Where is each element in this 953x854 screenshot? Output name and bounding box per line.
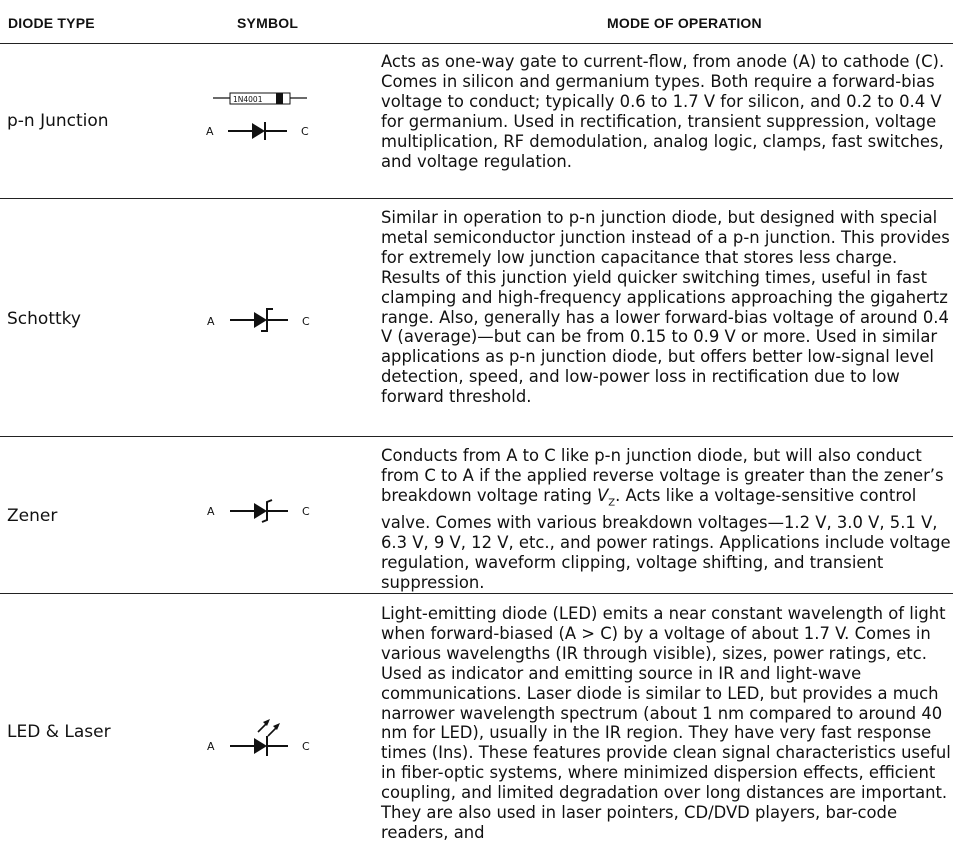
svg-text:A: A xyxy=(206,125,214,138)
table-row-pn-junction xyxy=(0,44,953,199)
svg-text:C: C xyxy=(302,505,310,518)
diode-type-label: LED & Laser xyxy=(7,722,111,742)
table-row-zener xyxy=(0,437,953,594)
zener-symbol xyxy=(190,497,340,527)
diode-type-label: Zener xyxy=(7,506,58,526)
light-emission-arrows-icon xyxy=(258,719,280,736)
diode-type-label: p-n Junction xyxy=(7,111,109,131)
led-laser-symbol xyxy=(190,714,340,758)
header-diode-type: DIODE TYPE xyxy=(8,15,95,31)
diode-type-label: Schottky xyxy=(7,309,81,329)
zener-diode-icon xyxy=(190,497,340,527)
header-mode-of-operation: MODE OF OPERATION xyxy=(607,15,762,31)
table-header xyxy=(0,0,953,44)
diode-package-icon xyxy=(213,93,307,104)
schottky-symbol xyxy=(190,304,340,334)
svg-text:A: A xyxy=(207,740,215,753)
table-row-schottky xyxy=(0,199,953,437)
header-symbol: SYMBOL xyxy=(237,15,299,31)
mode-description: Conducts from A to C like p-n junction diode, but will also conduct from C to A if the applied reverse voltage is greater than the zener’s breakdown voltage rating $V_Z$. Acts like a voltage-sensitive control valve. Comes with various breakdown voltages—1.2 V, 3.0 V, 5.1 V, 6.3 V, 9 V, 12 V, etc., and power ratings. Applications include voltage regulation, waveform clipping, voltage shifting, and transient suppression. xyxy=(381,446,951,592)
svg-text:A: A xyxy=(207,315,215,328)
svg-text:C: C xyxy=(302,740,310,753)
part-number-label: 1N4001 xyxy=(233,95,263,104)
table-row-led-laser xyxy=(0,594,953,854)
svg-text:C: C xyxy=(301,125,309,138)
vz-subscript: Z xyxy=(608,497,616,509)
mode-description: Light-emitting diode (LED) emits a near constant wavelength of light when forward-biased (A > C) by a voltage of about 1.7 V. Comes in various wavelengths (IR through visible), sizes, power ratings, etc. Used as indicator and emitting source in IR and light-wave communications. Laser diode is similar to LED, but provides a much narrower wavelength spectrum (about 1 nm compared to around 40 nm for LED), usually in the IR region. They have very fast response times (Ins). These features provide clean signal characteristics useful in fiber-optic systems, where minimized dispersion effects, efficient coupling, and limited degradation over long distances are important. They are also used in laser pointers, CD/DVD players, bar-code readers, and xyxy=(381,604,951,842)
pn-junction-symbol xyxy=(190,92,340,142)
mode-description: Similar in operation to p-n junction diode, but designed with special metal semiconductor junction instead of a p-n junction. This provides for extremely low junction capacitance that stores less charge. Results of this junction yield quicker switching times, useful in fast clamping and high-frequency applications approaching the gigahertz range. Also, generally has a lower forward-bias voltage of around 0.4 V (average)—but can be from 0.15 to 0.9 V or more. Used in similar applications as p-n junction diode, but offers better low-signal level detection, speed, and low-power loss in rectification due to low forward threshold. xyxy=(381,208,950,407)
vz-symbol: V xyxy=(597,485,609,505)
svg-text:C: C xyxy=(302,315,310,328)
led-diode-icon xyxy=(190,714,340,758)
mode-description: Acts as one-way gate to current-flow, from anode (A) to cathode (C). Comes in silicon and germanium types. Both require a forward-bias voltage to conduct; typically 0.6 to 1.7 V for silicon, and 0.2 to 0.4 V for germanium. Used in rectification, transient suppression, voltage multiplication, RF demodulation, analog logic, clamps, fast switches, and voltage regulation. xyxy=(381,52,945,171)
svg-text:A: A xyxy=(207,505,215,518)
schottky-diode-icon xyxy=(190,304,340,334)
pn-junction-diode-icon xyxy=(190,92,340,142)
